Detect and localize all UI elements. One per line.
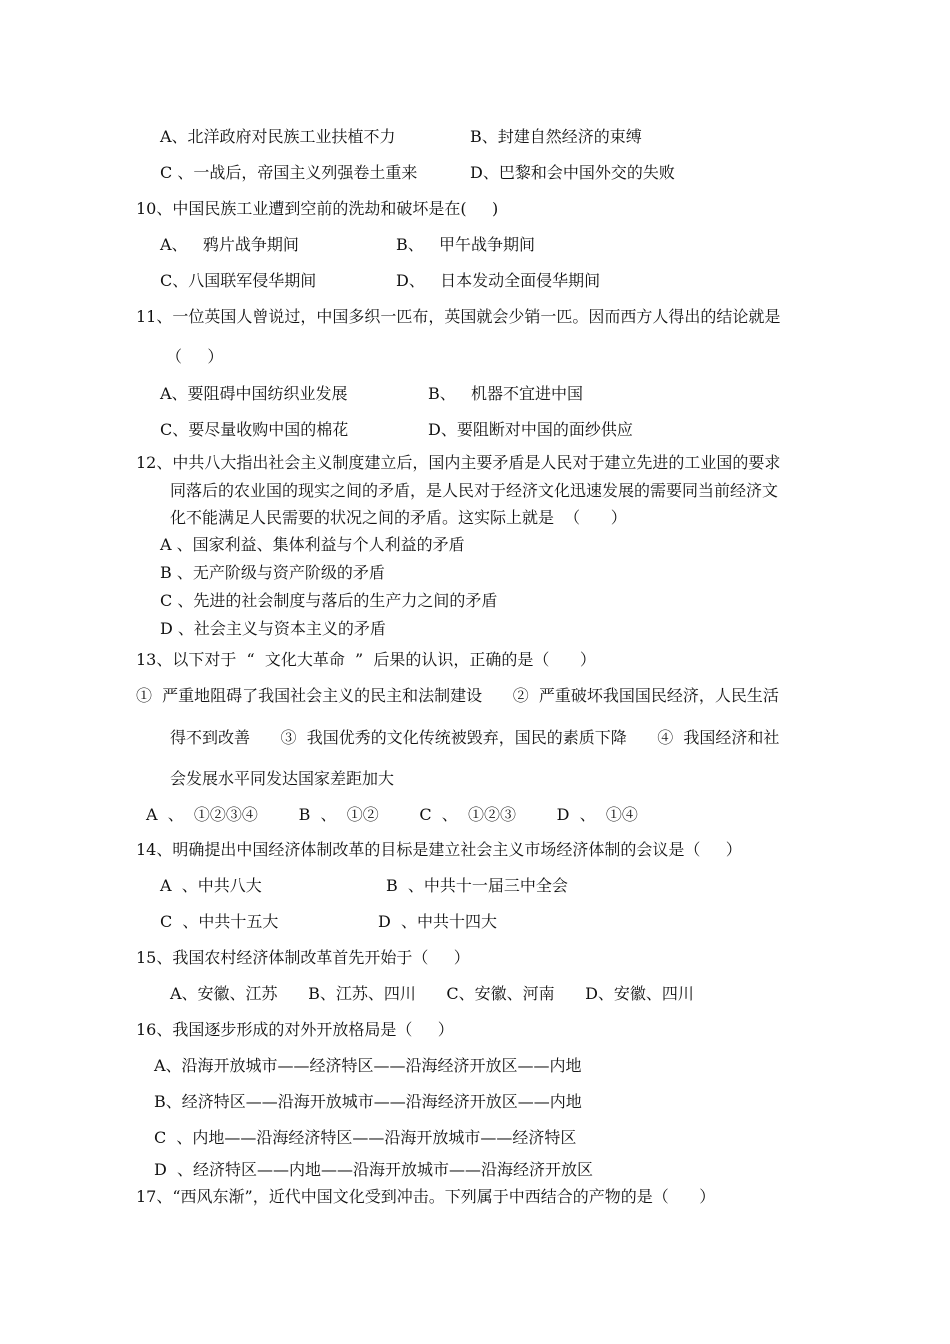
option-line: B 、无产阶级与资产阶级的矛盾 [160, 563, 385, 582]
option-line: A、要阻碍中国纺织业发展 [160, 384, 348, 403]
option-line: A 、中共八大 [160, 876, 262, 895]
option-line: A、 鸦片战争期间 [160, 235, 299, 254]
question-14: 14、明确提出中国经济体制改革的目标是建立社会主义市场经济体制的会议是（ ） [136, 840, 742, 859]
option-line: A 、国家利益、集体利益与个人利益的矛盾 [160, 535, 465, 554]
option-line: C 、内地——沿海经济特区——沿海开放城市——经济特区 [154, 1128, 577, 1147]
answer-paren: （ ） [166, 347, 224, 366]
option-line: B 、中共十一届三中全会 [386, 876, 568, 895]
option-line: A 、 ①②③④ B 、 ①② C 、 ①②③ D 、 ①④ [146, 805, 638, 824]
option-line: D 、经济特区——内地——沿海开放城市——沿海经济开放区 [154, 1160, 594, 1179]
question-13-item: 会发展水平同发达国家差距加大 [170, 769, 395, 788]
option-line: B、 甲午战争期间 [396, 235, 536, 254]
option-line: A、北洋政府对民族工业扶植不力 [160, 127, 396, 146]
question-13-item: 得不到改善 ③ 我国优秀的文化传统被毁弃，国民的素质下降 ④ 我国经济和社 [170, 728, 780, 747]
option-line: B、 机器不宜进中国 [428, 384, 584, 403]
option-line: A、沿海开放城市——经济特区——沿海经济开放区——内地 [154, 1056, 582, 1075]
question-16: 16、我国逐步形成的对外开放格局是（ ） [136, 1020, 454, 1039]
question-12: 12、中共八大指出社会主义制度建立后，国内主要矛盾是人民对于建立先进的工业国的要求 [136, 453, 781, 472]
option-line: C 、先进的社会制度与落后的生产力之间的矛盾 [160, 591, 498, 610]
question-12-cont: 化不能满足人民需要的状况之间的矛盾。这实际上就是 （ ） [170, 508, 627, 527]
question-13-item: ① 严重地阻碍了我国社会主义的民主和法制建设 ② 严重破坏我国国民经济，人民生活 [136, 686, 779, 705]
option-line: D 、社会主义与资本主义的矛盾 [160, 619, 386, 638]
option-line: C、要尽量收购中国的棉花 [160, 420, 349, 439]
question-13: 13、以下对于 “ 文化大革命 ” 后果的认识，正确的是（ ） [136, 650, 596, 669]
option-line: B、经济特区——沿海开放城市——沿海经济开放区——内地 [154, 1092, 582, 1111]
option-line: D 、中共十四大 [378, 912, 498, 931]
question-10: 10、中国民族工业遭到空前的洗劫和破坏是在( ) [136, 199, 499, 218]
option-line: D、巴黎和会中国外交的失败 [470, 163, 675, 182]
option-line: D、要阻断对中国的面纱供应 [428, 420, 633, 439]
option-line: C 、中共十五大 [160, 912, 279, 931]
option-line: C、八国联军侵华期间 [160, 271, 317, 290]
option-line: C 、一战后，帝国主义列强卷土重来 [160, 163, 418, 182]
question-11: 11、一位英国人曾说过，中国多织一匹布，英国就会少销一匹。因而西方人得出的结论就是 [136, 307, 781, 326]
option-line: A、安徽、江苏 B、江苏、四川 C、安徽、河南 D、安徽、四川 [170, 984, 694, 1003]
option-line: D、 日本发动全面侵华期间 [396, 271, 601, 290]
question-17: 17、“西风东渐”，近代中国文化受到冲击。下列属于中西结合的产物的是（ ） [136, 1187, 716, 1206]
question-12-cont: 同落后的农业国的现实之间的矛盾，是人民对于经济文化迅速发展的需要同当前经济文 [170, 481, 779, 500]
option-line: B、封建自然经济的束缚 [470, 127, 642, 146]
question-15: 15、我国农村经济体制改革首先开始于（ ） [136, 948, 470, 967]
